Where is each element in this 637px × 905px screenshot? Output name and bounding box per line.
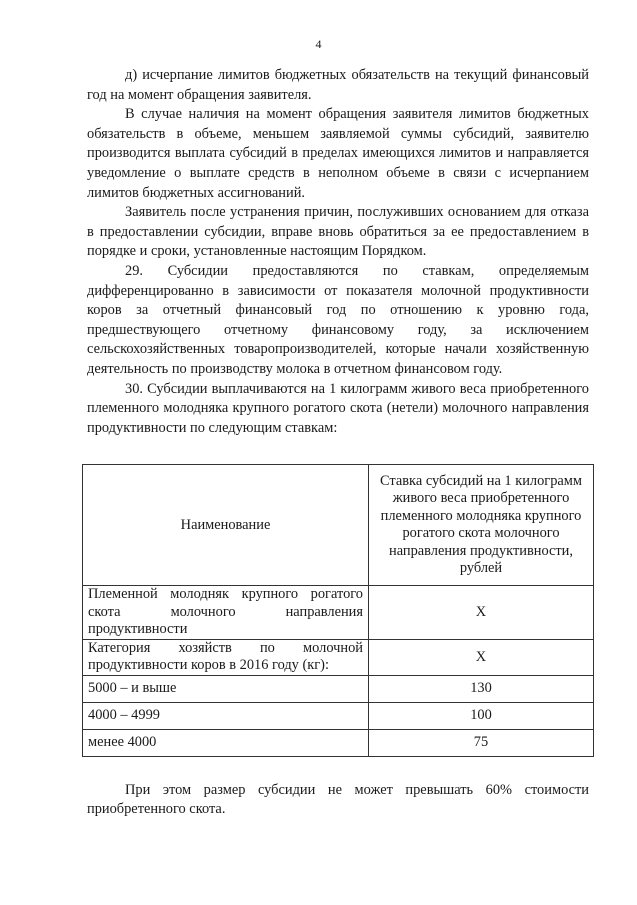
row-name-cell: 4000 – 4999 [83, 702, 369, 729]
table-header-row [83, 465, 594, 586]
paragraph-partial-payment: В случае наличия на момент обращения заявителя лимитов бюджетных обязательств в объеме, меньшем заявляемой суммы субсидий, заявителю производится выплата субсидий в пределах имеющихся лимитов и направляется уведомление о выплате средств в неполном объеме в связи с исчерпанием лимитов бюджетных ассигнований. [87, 106, 589, 201]
row-name-cell: 5000 – и выше [83, 675, 369, 702]
header-rate-cell: Ставка субсидий на 1 килограмм живого веса приобретенного племенного молодняка крупного рогатого скота молочного направления продуктивности, рублей [369, 465, 594, 586]
row-rate-cell: Х [369, 639, 594, 675]
header-name-cell: Наименование [83, 465, 369, 586]
table-row [83, 729, 594, 756]
row-rate-cell: 130 [369, 675, 594, 702]
paragraph-subsidy-cap: При этом размер субсидии не может превышать 60% стоимости приобретенного скота. [87, 781, 589, 818]
row-rate-cell: 75 [369, 729, 594, 756]
page-number: 4 [315, 37, 322, 51]
paragraph-limits-exhausted: д) исчерпание лимитов бюджетных обязательств на текущий финансовый год на момент обращения заявителя. [87, 67, 589, 103]
table-row [83, 639, 594, 675]
rates-table-wrapper [82, 464, 589, 757]
table-row [83, 586, 594, 640]
row-rate-cell: 100 [369, 702, 594, 729]
row-name-cell: менее 4000 [83, 729, 369, 756]
document-body [87, 66, 589, 820]
row-name-cell: Категория хозяйств по молочной продуктивности коров в 2016 году (кг): [83, 639, 369, 675]
table-row [83, 675, 594, 702]
paragraph-29: 29. Субсидии предоставляются по ставкам, определяемым дифференцированно в зависимости от показателя молочной продуктивности коров за отчетный финансовый год по отношению к уровню года, предшествующего отчетному финансовому году, за исключением сельскохозяйственных товаропроизводителей, которые начали хозяйственную деятельность по производству молока в отчетном финансовом году. [87, 262, 589, 377]
row-rate-cell: Х [369, 586, 594, 640]
row-name-cell: Племенной молодняк крупного рогатого скота молочного направления продуктивности [83, 586, 369, 640]
table-row [83, 702, 594, 729]
paragraph-reapply: Заявитель после устранения причин, послуживших основанием для отказа в предоставлении субсидии, вправе вновь обратиться за ее предоставлением в порядке и сроки, установленные настоящим Порядком. [87, 204, 589, 260]
subsidy-rates-table [82, 464, 594, 757]
paragraph-30: 30. Субсидии выплачиваются на 1 килограмм живого веса приобретенного племенного молодняка крупного рогатого скота (нетели) молочного направления продуктивности по следующим ставкам: [87, 380, 589, 436]
